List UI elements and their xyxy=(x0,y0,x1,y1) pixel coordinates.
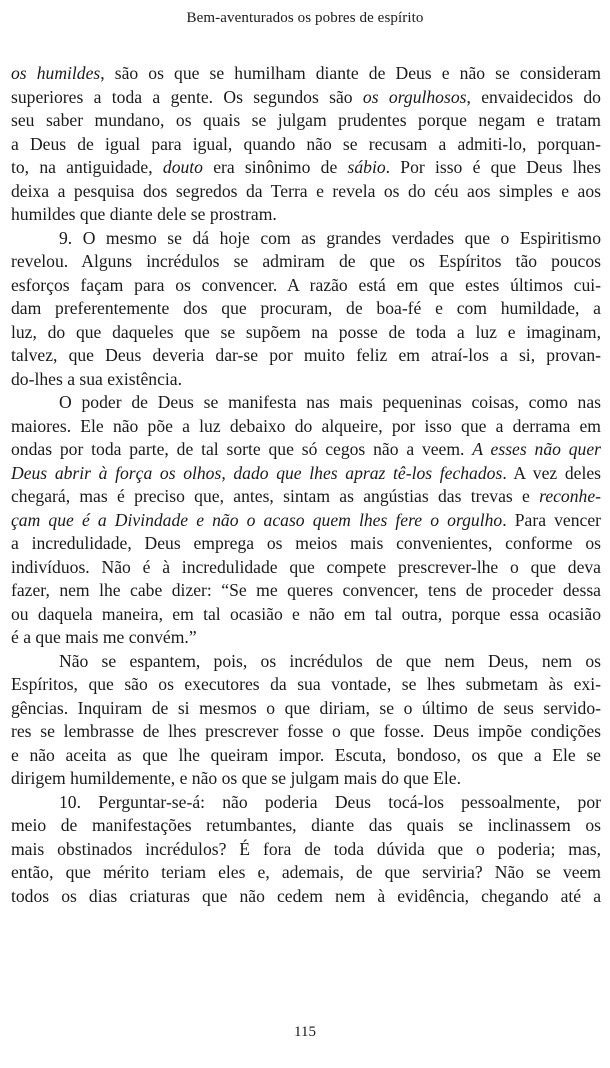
text-segment: chegará, mas é preciso que, antes, sintam as angústias das trevas e xyxy=(11,486,540,506)
text-segment: revelou. Alguns incrédulos se admiram de que os Espíritos tão poucos xyxy=(11,251,601,271)
text-line xyxy=(11,250,601,274)
text-line xyxy=(11,344,601,368)
text-segment: Não se espantem, pois, os incrédulos de que nem Deus, nem os xyxy=(59,650,601,671)
text-segment: luz, do que daqueles que se supõem na posse de toda a luz e imaginam, xyxy=(11,321,601,342)
text-line xyxy=(11,86,601,110)
italic-text: os orgulhosos xyxy=(362,86,467,107)
text-line xyxy=(11,62,601,86)
text-line xyxy=(11,697,601,721)
text-segment: é a que mais me convém.” xyxy=(11,627,197,647)
text-segment: ou daquela maneira, em tal ocasião e não em tal outra, porque essa ocasião xyxy=(11,603,601,624)
body-text xyxy=(11,62,601,908)
text-line xyxy=(11,368,601,392)
text-line xyxy=(11,838,601,862)
text-line xyxy=(11,156,601,180)
text-line xyxy=(11,180,601,204)
italic-text: sábio xyxy=(347,157,386,177)
text-line xyxy=(11,885,601,909)
text-line xyxy=(11,579,601,603)
text-line xyxy=(11,509,601,533)
text-line xyxy=(11,462,601,486)
text-line xyxy=(11,626,601,650)
text-segment: humildes que diante dele se prostram. xyxy=(11,204,277,224)
text-segment: 9. O mesmo se dá hoje com as grandes verdades que o Espiritismo xyxy=(59,227,601,248)
text-segment: ondas por toda parte, de tal sorte que só cegos não a veem. xyxy=(11,439,473,459)
text-segment: . Para vencer xyxy=(502,509,601,530)
text-segment: . Por isso é que Deus lhes xyxy=(385,157,602,177)
text-segment: do-lhes a sua existência. xyxy=(11,368,182,389)
italic-text: os humildes xyxy=(11,63,101,83)
text-line xyxy=(11,109,601,133)
text-segment: superiores a toda a gente. Os segundos são xyxy=(11,86,363,107)
text-line xyxy=(11,556,601,580)
italic-text: A esses não quer xyxy=(472,439,601,459)
text-line xyxy=(11,391,601,415)
text-segment: 10. Perguntar-se-á: não poderia Deus tocá-los pessoalmente, por xyxy=(59,791,601,812)
italic-text: Deus abrir à força os olhos, dado que lhes apraz tê-los fechados xyxy=(11,462,503,483)
text-segment: res se lembrasse de lhes prescrever fosse o que fosse. Deus impõe condições xyxy=(11,721,601,741)
text-segment: então, que mérito teriam eles e, ademais, de que serviria? Não se veem xyxy=(11,862,601,882)
text-line xyxy=(11,814,601,838)
text-segment: Espíritos, que são os executores da sua vontade, se lhes submetam às exi- xyxy=(11,674,601,694)
text-segment: dam preferentemente dos que procuram, de boa-fé e com humildade, a xyxy=(11,298,601,318)
italic-text: douto xyxy=(162,157,203,177)
text-line xyxy=(11,274,601,298)
italic-text: çam que é a Divindade e não o acaso quem lhes fere o orgulho xyxy=(11,509,503,530)
text-line xyxy=(11,603,601,627)
text-line xyxy=(11,415,601,439)
text-line xyxy=(11,485,601,509)
text-line xyxy=(11,438,601,462)
text-line xyxy=(11,297,601,321)
text-line xyxy=(11,791,601,815)
text-segment: esforços façam para os convencer. A razão está em que estes últimos cui- xyxy=(11,274,601,295)
text-segment: indivíduos. Não é à incredulidade que compete prescrever-lhe o que deva xyxy=(11,556,601,577)
text-segment: fazer, nem lhe cabe dizer: “Se me queres convencer, tens de proceder dessa xyxy=(11,580,601,600)
text-line xyxy=(11,133,601,157)
text-segment: a Deus de igual para igual, quando não se recusam a admiti-lo, porquan- xyxy=(11,133,601,154)
text-segment: maiores. Ele não põe a luz debaixo do alqueire, por isso que a derrama em xyxy=(11,415,601,436)
text-segment: talvez, que Deus deveria dar-se por muito feliz em atraí-los a si, provan- xyxy=(11,345,601,365)
text-line xyxy=(11,321,601,345)
text-line xyxy=(11,673,601,697)
text-segment: to, na antiguidade, xyxy=(11,157,163,177)
text-segment: era sinônimo de xyxy=(202,157,348,177)
text-line xyxy=(11,744,601,768)
text-segment: gências. Inquiram de si mesmos o que diriam, se o último de seus servido- xyxy=(11,697,601,718)
text-line xyxy=(11,767,601,791)
text-line xyxy=(11,203,601,227)
text-line xyxy=(11,861,601,885)
text-segment: seu saber mundano, os quais se julgam prudentes porque negam e tratam xyxy=(11,110,601,130)
text-line xyxy=(11,650,601,674)
italic-text: reconhe- xyxy=(539,486,601,506)
page-number: 115 xyxy=(294,1024,316,1040)
text-segment: deixa a pesquisa dos segredos da Terra e revela os do céu aos simples e aos xyxy=(11,180,601,201)
text-segment: todos os dias criaturas que não cedem nem à evidência, chegando até a xyxy=(11,885,601,906)
text-segment: dirigem humildemente, e não os que se julgam mais do que Ele. xyxy=(11,768,461,788)
text-line xyxy=(11,720,601,744)
text-segment: mais obstinados incrédulos? É fora de toda dúvida que o poderia; mas, xyxy=(11,838,601,859)
text-segment: , envaidecidos do xyxy=(466,86,601,107)
running-head: Bem-aventurados os pobres de espírito xyxy=(186,10,424,26)
text-segment: e não aceita as que lhe queiram impor. Escuta, bondoso, os que a Ele se xyxy=(11,744,601,765)
text-segment: a incredulidade, Deus emprega os meios mais convenientes, conforme os xyxy=(11,533,601,553)
text-line xyxy=(11,532,601,556)
text-line xyxy=(11,227,601,251)
text-segment: , são os que se humilham diante de Deus e não se consideram xyxy=(100,63,601,83)
text-segment: . A vez deles xyxy=(502,462,602,483)
text-segment: meio de manifestações retumbantes, diante das quais se inclinassem os xyxy=(11,815,601,835)
text-segment: O poder de Deus se manifesta nas mais pequeninas coisas, como nas xyxy=(59,392,601,412)
